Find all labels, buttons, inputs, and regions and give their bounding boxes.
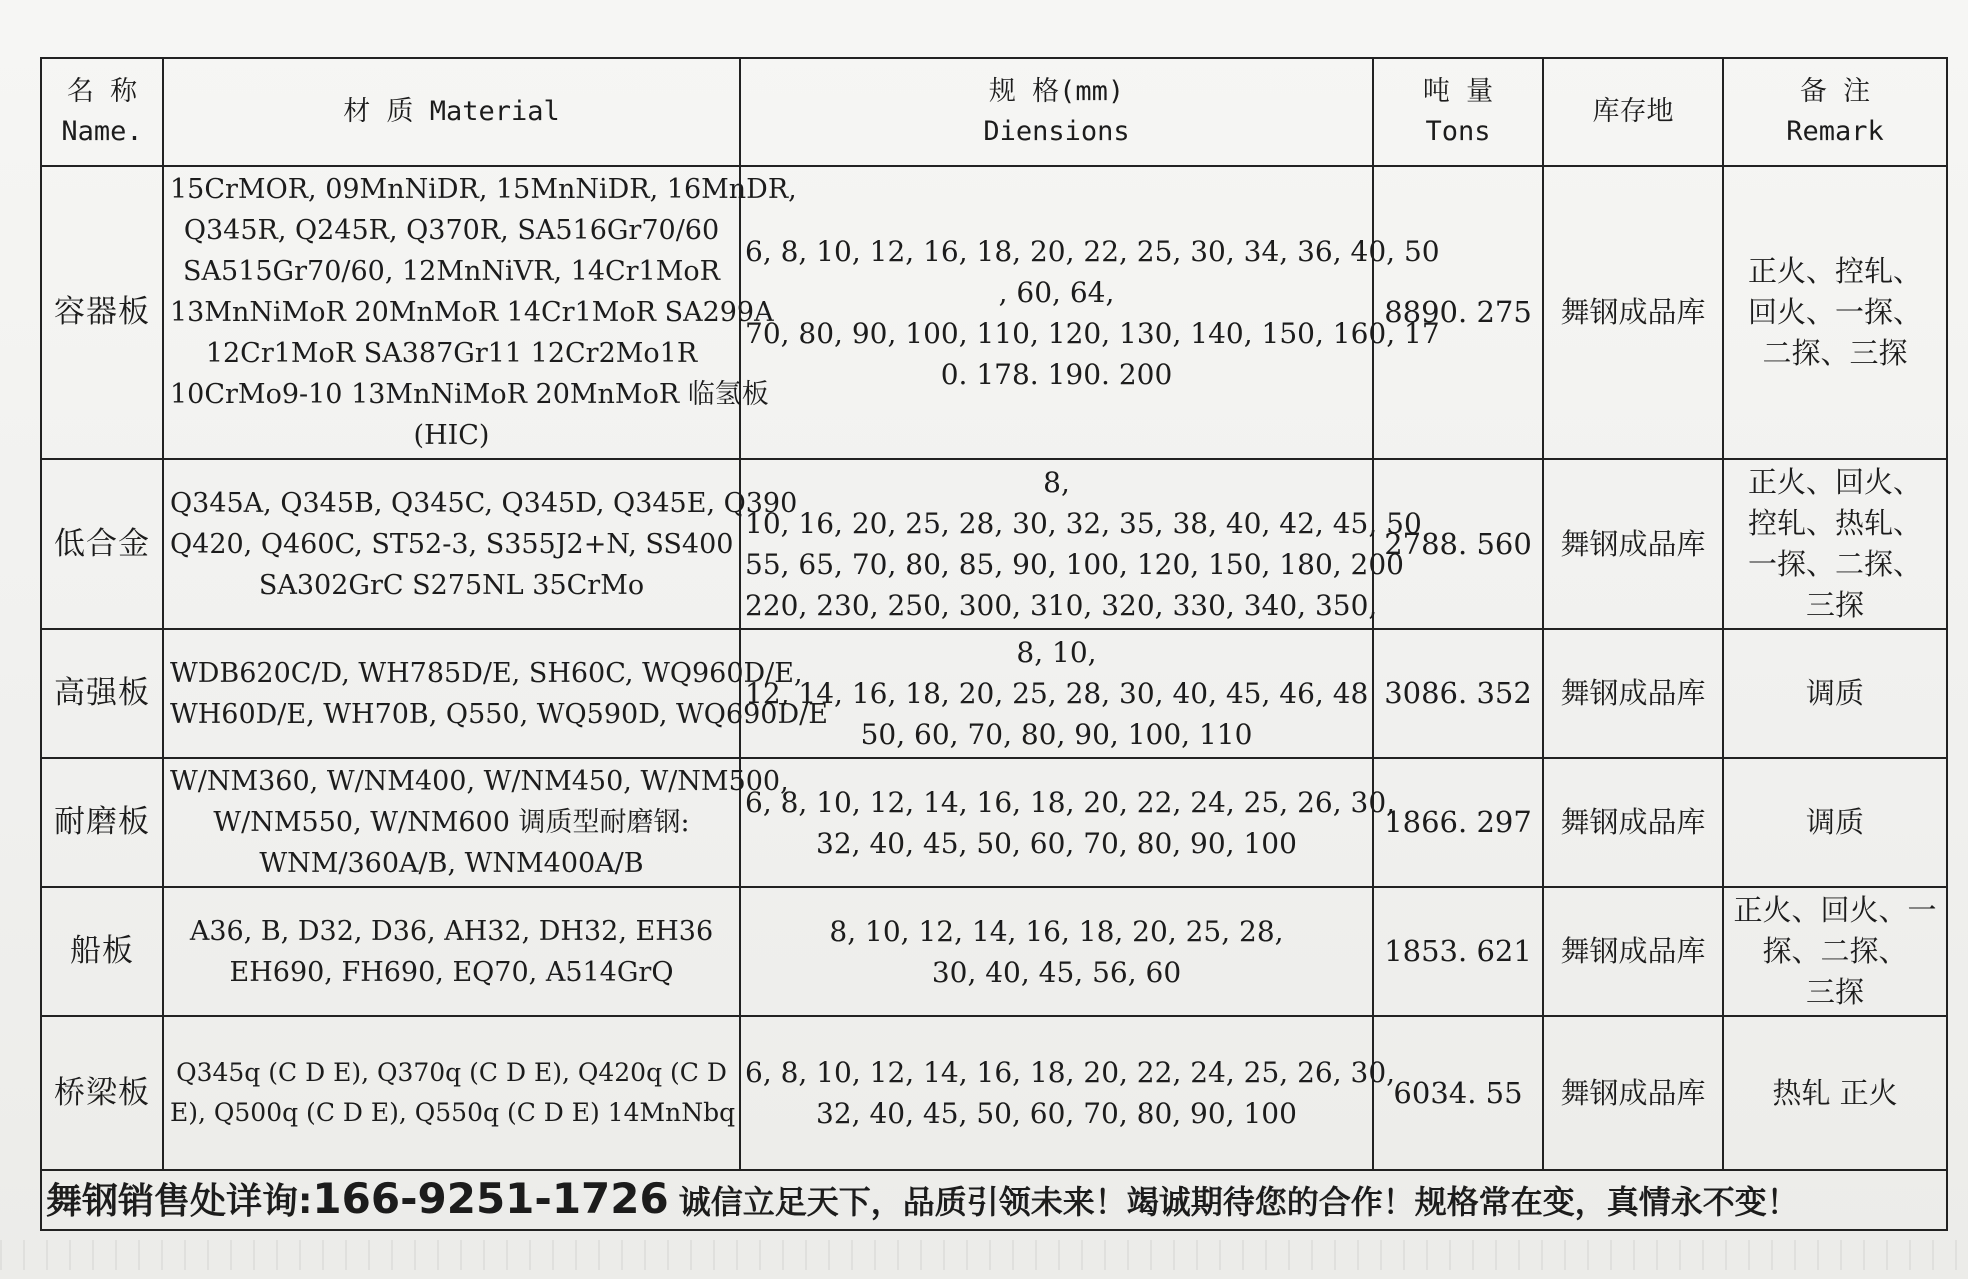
text-line: 规 格(mm) [988,76,1125,107]
text-line: 6, 8, 10, 12, 14, 16, 18, 20, 22, 24, 25, 26, 30, [745,1056,1396,1089]
text-line: Q345q (C D E), Q370q (C D E), Q420q (C D [176,1058,727,1087]
text-line: 8, 10, 12, 14, 16, 18, 20, 25, 28, [829,914,1284,948]
row-dimensions [740,629,1373,758]
header-location [1543,58,1723,166]
text-line: Remark [1786,116,1884,147]
row-location: 舞钢成品库 [1543,166,1723,459]
text-line: 12Cr1MoR SA387Gr11 12Cr2Mo1R [205,338,698,369]
text-line: 8, 10, [1016,636,1097,669]
text-line: 6, 8, 10, 12, 16, 18, 20, 22, 25, 30, 34, 36, 40, 50 [745,234,1440,268]
text-line: Name. [61,116,143,147]
row-location: 舞钢成品库 [1543,887,1723,1016]
text-line: 6, 8, 10, 12, 14, 16, 18, 20, 22, 24, 25, 26, 30, [745,785,1396,819]
row-dimensions [740,459,1422,629]
text-line: 材 质 Material [343,96,560,127]
row-tons: 1866. 297 [1373,758,1543,887]
text-line: SA515Gr70/60, 12MnNiVR, 14Cr1MoR [183,256,720,287]
text-line: 32, 40, 45, 50, 60, 70, 80, 90, 100 [816,826,1297,860]
table-row [41,887,1947,1016]
text-line: 正火、控轧、 [1747,254,1922,288]
text-line: 吨 量 [1422,76,1494,107]
text-line: EH690, FH690, EQ70, A514GrQ [229,956,674,988]
row-tons: 1853. 621 [1373,887,1543,1016]
text-line: 55, 65, 70, 80, 85, 90, 100, 120, 150, 180, 200 [745,548,1404,581]
row-tons: 2788. 560 [1373,459,1543,629]
text-line: W/NM360, W/NM400, W/NM450, W/NM500, [170,766,789,797]
row-location: 舞钢成品库 [1543,629,1723,758]
text-line: 调质 [1805,676,1864,710]
text-line: 15CrMOR, 09MnNiDR, 15MnNiDR, 16MnDR, [170,174,797,205]
text-line: 正火、回火、 [1747,465,1922,499]
text-line: (HIC) [413,420,490,451]
row-material [163,758,789,887]
row-material [163,459,798,629]
row-remark [1723,459,1947,629]
text-line: A36, B, D32, D36, AH32, DH32, EH36 [189,915,714,947]
text-line: 控轧、热轧、 [1747,506,1922,540]
footer-phone: 166-9251-1726 [312,1173,669,1223]
table-row [41,758,1947,887]
footer-row [41,1170,1947,1230]
text-line: 0. 178. 190. 200 [940,357,1173,391]
row-name: 耐磨板 [41,758,163,887]
row-name: 桥梁板 [41,1016,163,1170]
table-row [41,1016,1947,1170]
row-remark [1723,1016,1947,1170]
row-name: 高强板 [41,629,163,758]
text-line: 50, 60, 70, 80, 90, 100, 110 [860,718,1253,751]
text-line: 调质 [1805,805,1864,839]
text-line: 热轧 正火 [1772,1075,1898,1110]
text-line: 备 注 [1799,76,1871,107]
text-line: Q345R, Q245R, Q370R, SA516Gr70/60 [183,215,720,246]
row-location: 舞钢成品库 [1543,758,1723,887]
row-material [163,887,740,1016]
text-line: 名 称 [66,76,138,107]
text-line: 30, 40, 45, 56, 60 [931,955,1182,989]
text-line: 一探、二探、 [1747,547,1922,581]
text-line: 回火、一探、 [1747,295,1922,329]
row-location: 舞钢成品库 [1543,459,1723,629]
header-dimensions [740,58,1373,166]
row-dimensions [740,1016,1396,1170]
row-dimensions [740,887,1373,1016]
footer-contact: 舞钢销售处详询: [46,1180,313,1222]
text-line: 12, 14, 16, 18, 20, 25, 28, 30, 40, 45, 46, 48 [745,677,1369,710]
text-line: 正火、回火、一 [1733,893,1937,927]
text-line: E), Q500q (C D E), Q550q (C D E) 14MnNbq [170,1098,736,1127]
text-line: 二探、三探 [1762,336,1908,370]
text-line: 32, 40, 45, 50, 60, 70, 80, 90, 100 [816,1097,1297,1130]
text-line: 8, [1043,466,1070,499]
row-tons: 6034. 55 [1373,1016,1543,1170]
text-line: 三探 [1805,588,1864,622]
header-tons [1373,58,1543,166]
row-material [163,166,797,459]
row-location: 舞钢成品库 [1543,1016,1723,1170]
text-line: 库存地 [1592,96,1674,127]
row-tons: 8890. 275 [1373,166,1543,459]
text-line: 13MnNiMoR 20MnMoR 14Cr1MoR SA299A [170,297,774,328]
text-line: WNM/360A/B, WNM400A/B [259,848,644,879]
table-row [41,166,1947,459]
text-line: 探、二探、 [1762,934,1908,968]
row-remark [1723,166,1947,459]
text-line: Diensions [983,116,1130,147]
text-line: WDB620C/D, WH785D/E, SH60C, WQ960D/E, [170,657,803,689]
table-row [41,459,1947,629]
row-name: 船板 [41,887,163,1016]
footer-banner [41,1170,1947,1230]
row-dimensions [740,758,1396,887]
header-row [41,58,1947,166]
row-remark [1723,758,1947,887]
row-remark [1723,887,1947,1016]
row-name: 低合金 [41,459,163,629]
row-remark [1723,629,1947,758]
steel-stock-table [40,57,1948,1231]
text-line: 10, 16, 20, 25, 28, 30, 32, 35, 38, 40, 42, 45, 50 [745,507,1422,540]
header-remark [1723,58,1947,166]
text-line: , 60, 64, [998,275,1115,309]
scan-noise [0,1240,1968,1270]
header-name [41,58,163,166]
text-line: 70, 80, 90, 100, 110, 120, 130, 140, 150, 160, 17 [745,316,1440,350]
text-line: 220, 230, 250, 300, 310, 320, 330, 340, 350, [745,589,1378,622]
table-row [41,629,1947,758]
text-line: Q420, Q460C, ST52-3, S355J2+N, SS400 [170,528,734,560]
row-material [163,1016,740,1170]
footer-slogan: 诚信立足天下，品质引领未来！竭诚期待您的合作！规格常在变，真情永不变！ [678,1182,1799,1221]
row-dimensions [740,166,1440,459]
text-line: 10CrMo9-10 13MnNiMoR 20MnMoR 临氢板 [170,379,769,410]
text-line: W/NM550, W/NM600 调质型耐磨钢: [213,807,690,838]
row-tons: 3086. 352 [1373,629,1543,758]
text-line: 三探 [1805,975,1864,1009]
text-line: SA302GrC S275NL 35CrMo [258,569,645,601]
text-line: Q345A, Q345B, Q345C, Q345D, Q345E, Q390 [170,487,798,519]
header-material [163,58,740,166]
row-name: 容器板 [41,166,163,459]
text-line: Tons [1425,116,1491,147]
text-line: WH60D/E, WH70B, Q550, WQ590D, WQ690D/E [170,698,828,730]
row-material [163,629,828,758]
